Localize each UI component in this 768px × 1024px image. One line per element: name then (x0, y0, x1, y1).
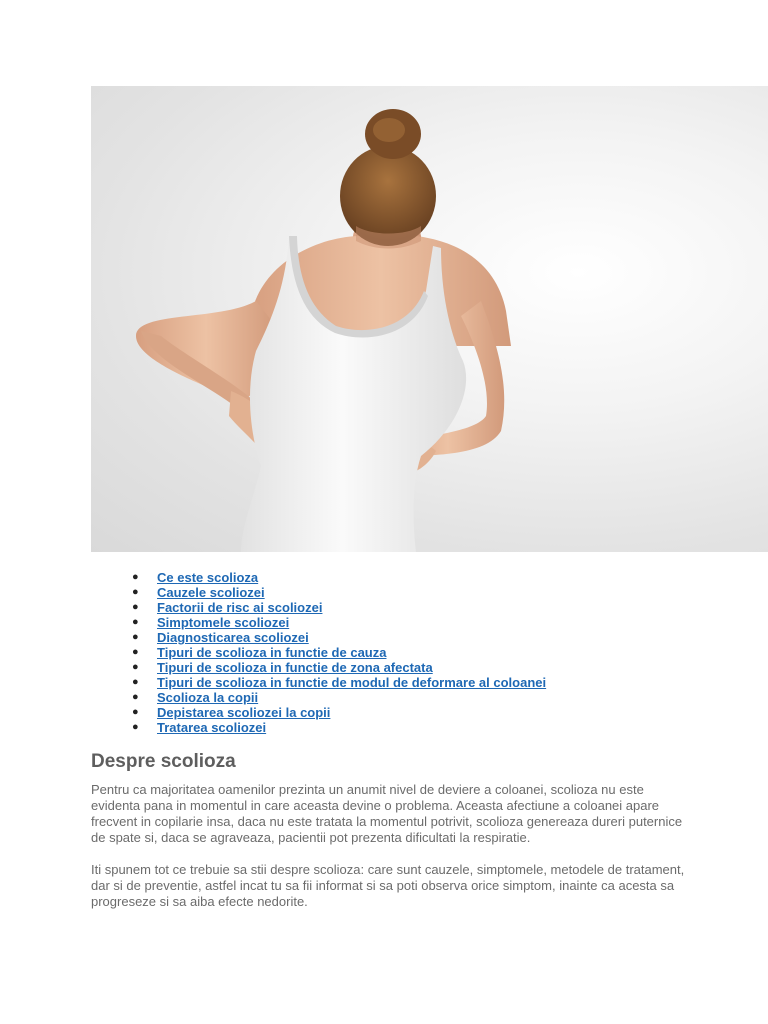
bullet-icon: ● (132, 646, 139, 658)
list-item (132, 615, 546, 630)
list-item (132, 705, 546, 720)
list-item (132, 675, 547, 690)
summary-paragraph: Iti spunem tot ce trebuie sa stii despre scolioza: care sunt cauzele, simptomele, metodele de tratament, dar si de preventie, astfel incat tu sa fii informat si sa poti observa orice simptom, inainte ca acesta sa progreseze si sa aiba efecte nedorite. (91, 862, 685, 909)
list-item (132, 690, 546, 705)
toc-link-simptomele[interactable]: Simptomele scoliozei (157, 615, 290, 630)
toc-link-ce-este-scolioza[interactable]: Ce este scolioza (157, 570, 259, 585)
list-item (132, 720, 546, 735)
list-item (132, 585, 546, 600)
toc-link-tipuri-deformare[interactable]: Tipuri de scolioza in functie de modul de deformare al coloanei (157, 675, 547, 690)
toc-link-depistarea[interactable]: Depistarea scoliozei la copii (157, 705, 331, 720)
list-item (132, 570, 546, 585)
section-heading: Despre scolioza (91, 751, 236, 772)
bullet-icon: ● (132, 721, 139, 733)
bullet-icon: ● (132, 601, 139, 613)
bullet-icon: ● (132, 691, 139, 703)
bullet-icon: ● (132, 616, 139, 628)
woman-back-illustration (91, 86, 768, 552)
list-item (132, 600, 546, 615)
toc-link-diagnosticarea[interactable]: Diagnosticarea scoliozei (157, 630, 309, 645)
table-of-contents (132, 570, 547, 735)
toc-link-tipuri-zona[interactable]: Tipuri de scolioza in functie de zona afectata (157, 660, 433, 675)
bullet-icon: ● (132, 661, 139, 673)
bullet-icon: ● (132, 706, 139, 718)
list-item (132, 630, 546, 645)
bullet-icon: ● (132, 586, 139, 598)
toc-link-scolioza-copii[interactable]: Scolioza la copii (157, 690, 259, 705)
bullet-icon: ● (132, 676, 139, 688)
toc-link-cauzele[interactable]: Cauzele scoliozei (157, 585, 265, 600)
hero-image (91, 86, 768, 552)
bullet-icon: ● (132, 631, 139, 643)
toc-link-tratarea[interactable]: Tratarea scoliozei (157, 720, 267, 735)
toc-link-tipuri-cauza[interactable]: Tipuri de scolioza in functie de cauza (157, 645, 387, 660)
list-item (132, 645, 546, 660)
bullet-icon: ● (132, 571, 139, 583)
intro-paragraph: Pentru ca majoritatea oamenilor prezinta un anumit nivel de deviere a coloanei, scolioza nu este evidenta pana in momentul in care aceasta devine o problema. Aceasta afectiune a coloanei apare frecvent in copilarie insa, daca nu este tratata la momentul potrivit, scolioza genereaza dureri puternice de spate si, daca se agraveaza, pacientii pot prezenta dificultati la respiratie. (91, 782, 683, 845)
toc-link-factorii-de-risc[interactable]: Factorii de risc ai scoliozei (157, 600, 323, 615)
list-item (132, 660, 546, 675)
